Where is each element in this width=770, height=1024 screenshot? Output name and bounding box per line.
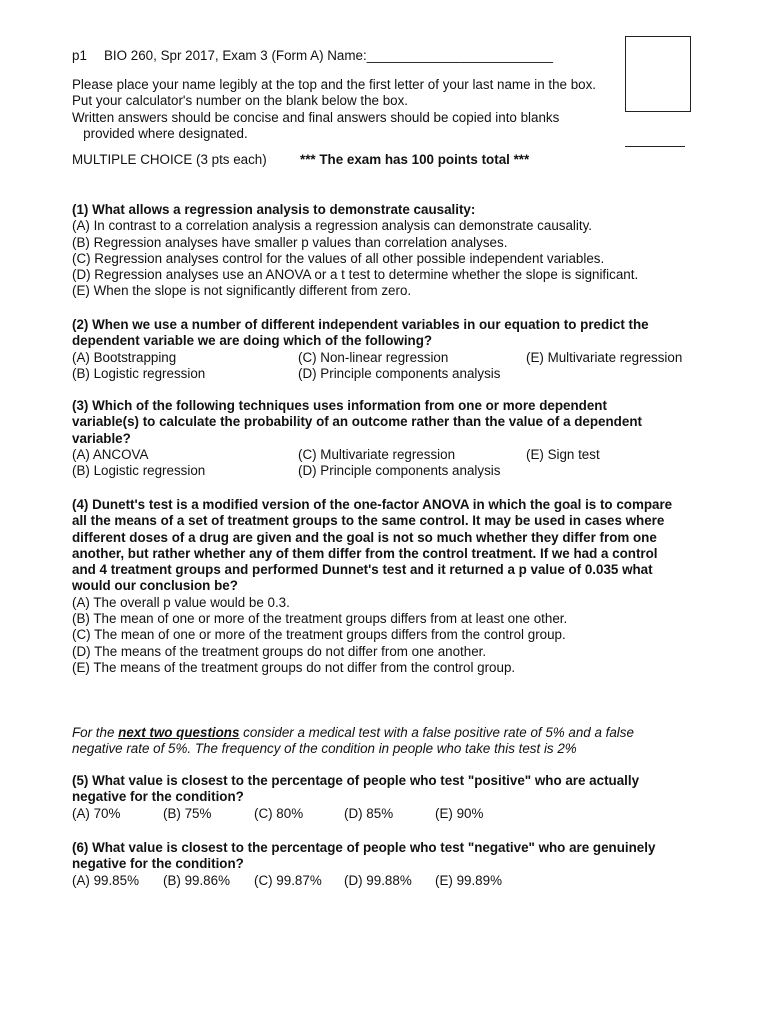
question-5 <box>72 773 712 822</box>
answer-option[interactable]: (D) Regression analyses use an ANOVA or a t test to determine whether the slope is significant. <box>72 267 639 283</box>
answer-option[interactable]: (D) Principle components analysis <box>298 365 501 381</box>
answer-option[interactable]: (D) 99.88% <box>344 872 412 888</box>
answer-option[interactable]: (C) The mean of one or more of the treatment groups differs from the control group. <box>72 627 566 643</box>
instruction-line: Written answers should be concise and final answers should be copied into blanks <box>72 109 560 125</box>
question-text: (2) When we use a number of different independent variables in our equation to predict the <box>72 317 649 332</box>
question-text: (3) Which of the following techniques uses information from one or more dependent <box>72 398 607 413</box>
answer-option[interactable]: (E) The means of the treatment groups do not differ from the control group. <box>72 659 516 675</box>
question-text: another, but rather whether any of them differ from the control treatment. If we had a control <box>72 545 658 561</box>
answer-option[interactable]: (D) The means of the treatment groups do not differ from one another. <box>72 643 487 659</box>
options-row <box>72 463 712 479</box>
answer-option[interactable]: (A) ANCOVA <box>72 446 149 462</box>
question-text: dependent variable we are doing which of the following? <box>72 333 433 349</box>
options-row <box>72 447 712 463</box>
answer-option[interactable]: (A) The overall p value would be 0.3. <box>72 594 290 610</box>
answer-option[interactable]: (E) Multivariate regression <box>526 349 683 365</box>
question-text: negative for the condition? <box>72 789 244 805</box>
question-text: would our conclusion be? <box>72 578 238 594</box>
question-text: negative for the condition? <box>72 856 244 872</box>
answer-option[interactable]: (C) Regression analyses control for the values of all other possible independent variables. <box>72 250 605 266</box>
exam-title: BIO 260, Spr 2017, Exam 3 (Form A) Name:_________________________ <box>104 48 553 63</box>
options-row <box>72 366 712 382</box>
answer-option[interactable]: (C) 99.87% <box>254 872 322 888</box>
answer-option[interactable]: (C) 80% <box>254 805 304 821</box>
question-text: (4) Dunett's test is a modified version of the one-factor ANOVA in which the goal is to compare <box>72 497 673 512</box>
options-row <box>72 350 712 366</box>
answer-option[interactable]: (A) 99.85% <box>72 872 139 888</box>
answer-option[interactable]: (B) Logistic regression <box>72 365 206 381</box>
answer-option[interactable]: (B) 99.86% <box>163 872 230 888</box>
note-emphasis: next two questions <box>118 725 240 740</box>
section-label: MULTIPLE CHOICE (3 pts each) <box>72 152 267 167</box>
instructions <box>72 77 596 142</box>
question-1 <box>72 202 712 300</box>
next-two-questions-note <box>72 725 712 758</box>
instruction-line: Please place your name legibly at the top and the first letter of your last name in the box. <box>72 77 597 92</box>
question-text: (1) What allows a regression analysis to demonstrate causality: <box>72 202 476 217</box>
note-line: negative rate of 5%. The frequency of the condition in people who take this test is 2% <box>72 741 577 757</box>
points-note: *** The exam has 100 points total *** <box>300 152 530 167</box>
question-text: variable(s) to calculate the probability of an outcome rather than the value of a dependent <box>72 414 642 430</box>
question-text: all the means of a set of treatment groups to the same control. It may be used in cases where <box>72 513 665 529</box>
options-row <box>72 806 712 822</box>
options-row <box>72 873 712 889</box>
note-line <box>72 725 712 741</box>
question-2 <box>72 317 712 382</box>
question-3 <box>72 398 712 479</box>
answer-option[interactable]: (E) 90% <box>435 805 484 821</box>
answer-option[interactable]: (E) 99.89% <box>435 872 502 888</box>
last-initial-box[interactable] <box>625 36 691 112</box>
answer-option[interactable]: (E) Sign test <box>526 446 600 462</box>
question-text: (5) What value is closest to the percentage of people who test "positive" who are actually <box>72 773 640 788</box>
answer-option[interactable]: (D) Principle components analysis <box>298 463 501 479</box>
instruction-line: Put your calculator's number on the blank below the box. <box>72 93 409 109</box>
answer-option[interactable]: (D) 85% <box>344 805 394 821</box>
note-prefix: For the <box>72 725 119 740</box>
answer-option[interactable]: (B) The mean of one or more of the treatment groups differs from at least one other. <box>72 611 568 627</box>
question-text: (6) What value is closest to the percentage of people who test "negative" who are genuinely <box>72 840 656 855</box>
answer-option[interactable]: (B) Regression analyses have smaller p values than correlation analyses. <box>72 234 508 250</box>
question-text: different doses of a drug are given and the goal is not so much whether they differ from one <box>72 529 657 545</box>
calculator-number-blank[interactable] <box>625 146 685 147</box>
answer-option[interactable]: (A) In contrast to a correlation analysis a regression analysis can demonstrate causality. <box>72 218 592 234</box>
answer-option[interactable]: (B) Logistic regression <box>72 463 206 479</box>
question-text: variable? <box>72 430 131 446</box>
question-6 <box>72 840 712 889</box>
answer-option[interactable]: (E) When the slope is not significantly different from zero. <box>72 283 412 299</box>
question-4 <box>72 497 712 676</box>
answer-option[interactable]: (C) Multivariate regression <box>298 446 456 462</box>
answer-option[interactable]: (B) 75% <box>163 805 212 821</box>
page-label: p1 <box>72 48 87 63</box>
answer-option[interactable]: (C) Non-linear regression <box>298 349 449 365</box>
answer-option[interactable]: (A) 70% <box>72 805 121 821</box>
instruction-line: provided where designated. <box>72 125 248 141</box>
answer-option[interactable]: (A) Bootstrapping <box>72 349 177 365</box>
question-text: and 4 treatment groups and performed Dunnet's test and it returned a p value of 0.035 what <box>72 562 653 578</box>
note-rest: consider a medical test with a false positive rate of 5% and a false <box>239 725 634 740</box>
